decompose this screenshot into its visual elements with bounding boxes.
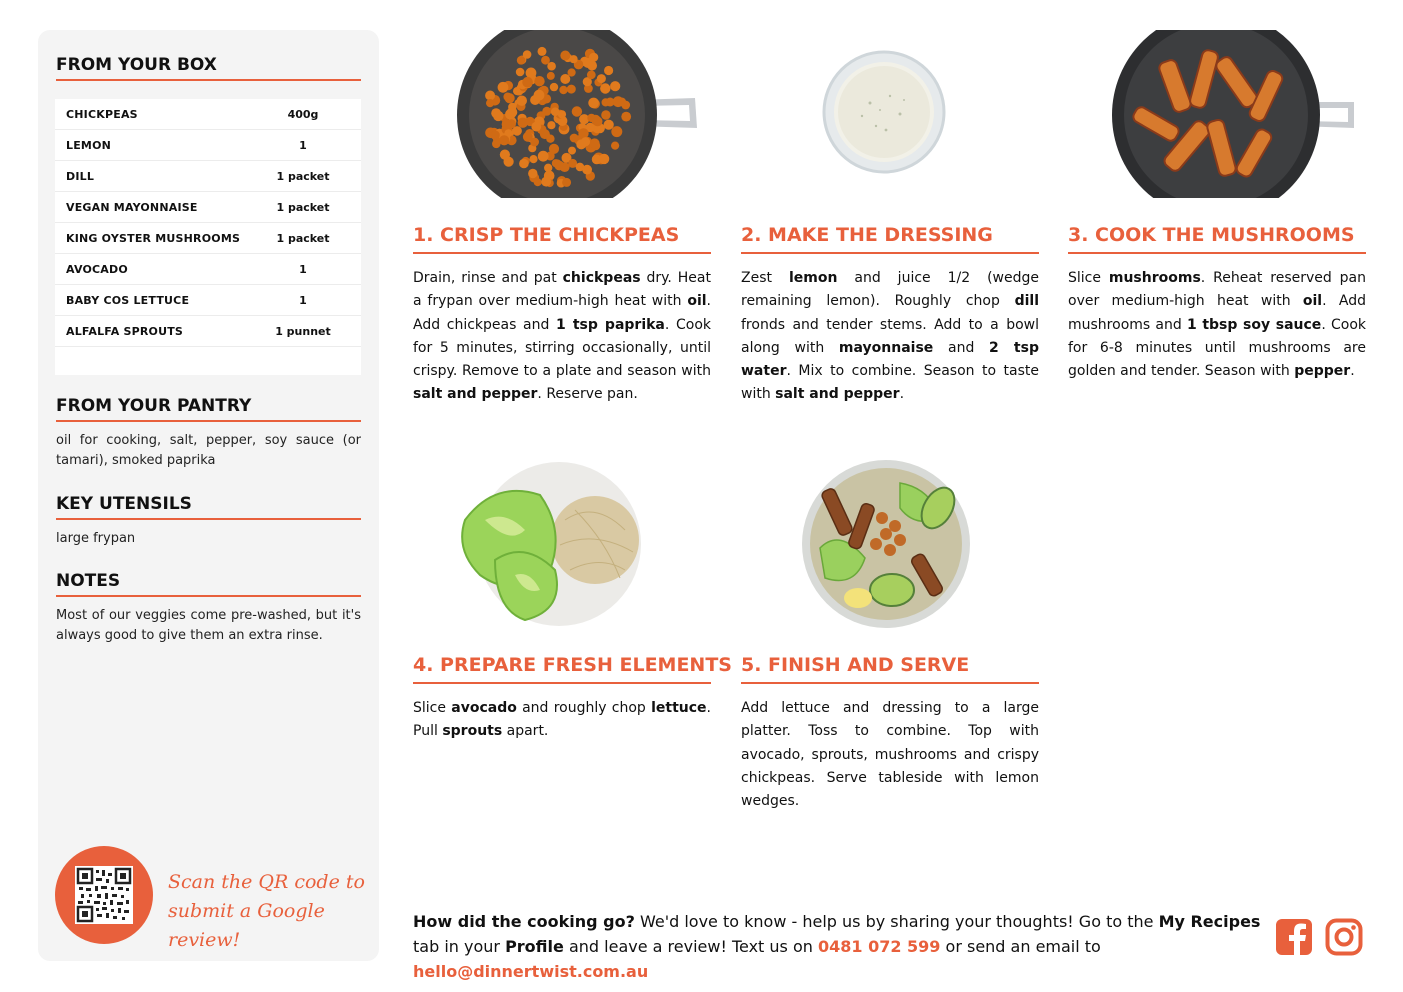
text-run: and: [933, 339, 990, 356]
notes-heading: NOTES: [56, 571, 361, 597]
contact-link[interactable]: hello@dinnertwist.com.au: [413, 962, 649, 981]
text-run: 2 tsp water: [741, 339, 1039, 380]
instagram-icon[interactable]: [1325, 918, 1363, 956]
ingredient-row: [55, 130, 361, 161]
step-4-title: 4. PREPARE FRESH ELEMENTS: [413, 654, 711, 684]
step-3-text: [1068, 267, 1366, 383]
ingredient-name: DILL: [66, 169, 95, 183]
text-run: . Cook for 5 minutes, stirring occasionally, until crispy. Remove to a plate and season with: [413, 316, 711, 380]
dressing-bowl-photo: [820, 48, 948, 176]
pantry-text: oil for cooking, salt, pepper, soy sauce (or tamari), smoked paprika: [56, 433, 361, 468]
text-run: Slice: [1068, 270, 1109, 286]
ingredient-row: [55, 223, 361, 254]
text-run: We'd love to know - help us by sharing your thoughts! Go to the: [634, 912, 1159, 931]
step-2-title: 2. MAKE THE DRESSING: [741, 224, 1039, 254]
text-run: Zest: [741, 270, 789, 286]
text-run: Profile: [505, 937, 564, 956]
ingredient-quantity: 1 packet: [276, 169, 330, 183]
ingredients-sidebar: [38, 30, 379, 961]
text-run: fronds and tender stems. Add to a bowl along with: [741, 316, 1039, 356]
utensils-text: large frypan: [56, 531, 136, 546]
ingredient-quantity: 400g: [287, 107, 319, 121]
text-run: My Recipes: [1158, 912, 1261, 931]
ingredient-row: [55, 99, 361, 130]
qr-caption: [168, 868, 368, 955]
qr-caption-line-2: submit a Google review!: [168, 900, 325, 951]
utensils-heading: KEY UTENSILS: [56, 494, 361, 520]
facebook-icon[interactable]: [1275, 918, 1313, 956]
text-run: salt and pepper: [775, 386, 900, 403]
ingredient-row: [55, 192, 361, 223]
text-run: chickpeas: [562, 270, 641, 286]
text-run: oil: [1302, 293, 1323, 310]
text-run: apart.: [502, 723, 549, 740]
text-run: . Pull: [413, 700, 711, 740]
text-run: sprouts: [442, 723, 503, 740]
mushrooms-pan-photo: [1108, 30, 1358, 198]
chickpeas-pan-photo: [455, 30, 705, 198]
ingredient-quantity: 1: [299, 138, 307, 152]
text-run: How did the cooking go?: [413, 912, 635, 931]
text-run: lettuce: [651, 700, 707, 716]
notes-text: Most of our veggies come pre-washed, but it's always good to give them an extra rinse.: [56, 608, 361, 643]
text-run: 1 tsp paprika: [556, 316, 665, 333]
step-5-text: [741, 697, 1039, 813]
text-run: Add lettuce and dressing to a large platter. Toss to combine. Top with avocado, sprouts, mushrooms and crispy chickpeas. Serve tableside with lemon wedges.: [741, 700, 1039, 810]
ingredient-row: [55, 285, 361, 316]
ingredient-row: [55, 316, 361, 347]
text-run: or send an email to: [940, 937, 1101, 956]
ingredient-name: ALFALFA SPROUTS: [66, 324, 184, 338]
text-run: . Add chickpeas and: [413, 293, 711, 333]
text-run: salt and pepper: [413, 386, 538, 403]
text-run: dry. Heat a frypan over medium-high heat with: [413, 270, 711, 310]
text-run: . Reheat reserved pan over medium-high heat with: [1068, 270, 1366, 310]
ingredient-quantity: 1 packet: [276, 200, 330, 214]
step-1-text: [413, 267, 711, 407]
qr-code-icon[interactable]: [75, 866, 133, 924]
text-run: . Cook for 6-8 minutes until mushrooms are golden and tender. Season with: [1068, 316, 1366, 380]
fresh-elements-photo: [455, 460, 645, 630]
step-5-title: 5. FINISH AND SERVE: [741, 654, 1039, 684]
ingredient-name: LEMON: [66, 138, 112, 152]
ingredient-quantity: 1: [299, 293, 307, 307]
ingredient-name: BABY COS LETTUCE: [66, 293, 190, 307]
text-run: . Mix to combine. Season to taste with: [741, 363, 1039, 403]
text-run: .: [899, 386, 905, 403]
ingredient-name: VEGAN MAYONNAISE: [66, 200, 198, 214]
text-run: tab in your: [413, 937, 506, 956]
ingredient-quantity: 1 punnet: [275, 324, 331, 338]
text-run: mayonnaise: [838, 339, 934, 356]
text-run: avocado: [451, 700, 517, 716]
ingredient-row: [55, 254, 361, 285]
step-2-text: [741, 267, 1039, 407]
finished-salad-photo: [800, 458, 972, 630]
from-your-box-heading: FROM YOUR BOX: [56, 55, 361, 81]
text-run: pepper: [1294, 363, 1351, 380]
text-run: 1 tbsp soy sauce: [1186, 316, 1322, 333]
step-3-title: 3. COOK THE MUSHROOMS: [1068, 224, 1366, 254]
text-run: and roughly chop: [516, 700, 652, 716]
qr-caption-line-1: Scan the QR code to: [168, 871, 365, 893]
text-run: Slice: [413, 700, 452, 716]
text-run: Drain, rinse and pat: [413, 270, 563, 286]
text-run: oil: [687, 293, 707, 310]
text-run: . Add mushrooms and: [1068, 293, 1366, 333]
text-run: mushrooms: [1108, 270, 1201, 286]
ingredient-quantity: 1: [299, 262, 307, 276]
review-footer-text: [413, 909, 1263, 984]
ingredient-name: CHICKPEAS: [66, 107, 138, 121]
ingredient-row: [55, 161, 361, 192]
text-run: and juice 1/2 (wedge remaining lemon). Roughly chop: [741, 270, 1040, 310]
text-run: lemon: [788, 270, 838, 286]
ingredient-name: KING OYSTER MUSHROOMS: [66, 231, 241, 245]
text-run: and leave a review! Text us on: [563, 937, 818, 956]
step-1-title: 1. CRISP THE CHICKPEAS: [413, 224, 711, 254]
ingredients-table: [55, 99, 361, 375]
ingredient-name: AVOCADO: [66, 262, 128, 276]
pantry-heading: FROM YOUR PANTRY: [56, 396, 361, 422]
text-run: . Reserve pan.: [537, 386, 638, 403]
qr-code-badge[interactable]: [55, 846, 153, 944]
step-4-text: [413, 697, 711, 744]
text-run: dill: [1014, 293, 1039, 310]
ingredient-quantity: 1 packet: [276, 231, 330, 245]
contact-link[interactable]: 0481 072 599: [817, 937, 941, 956]
text-run: .: [1350, 363, 1355, 380]
